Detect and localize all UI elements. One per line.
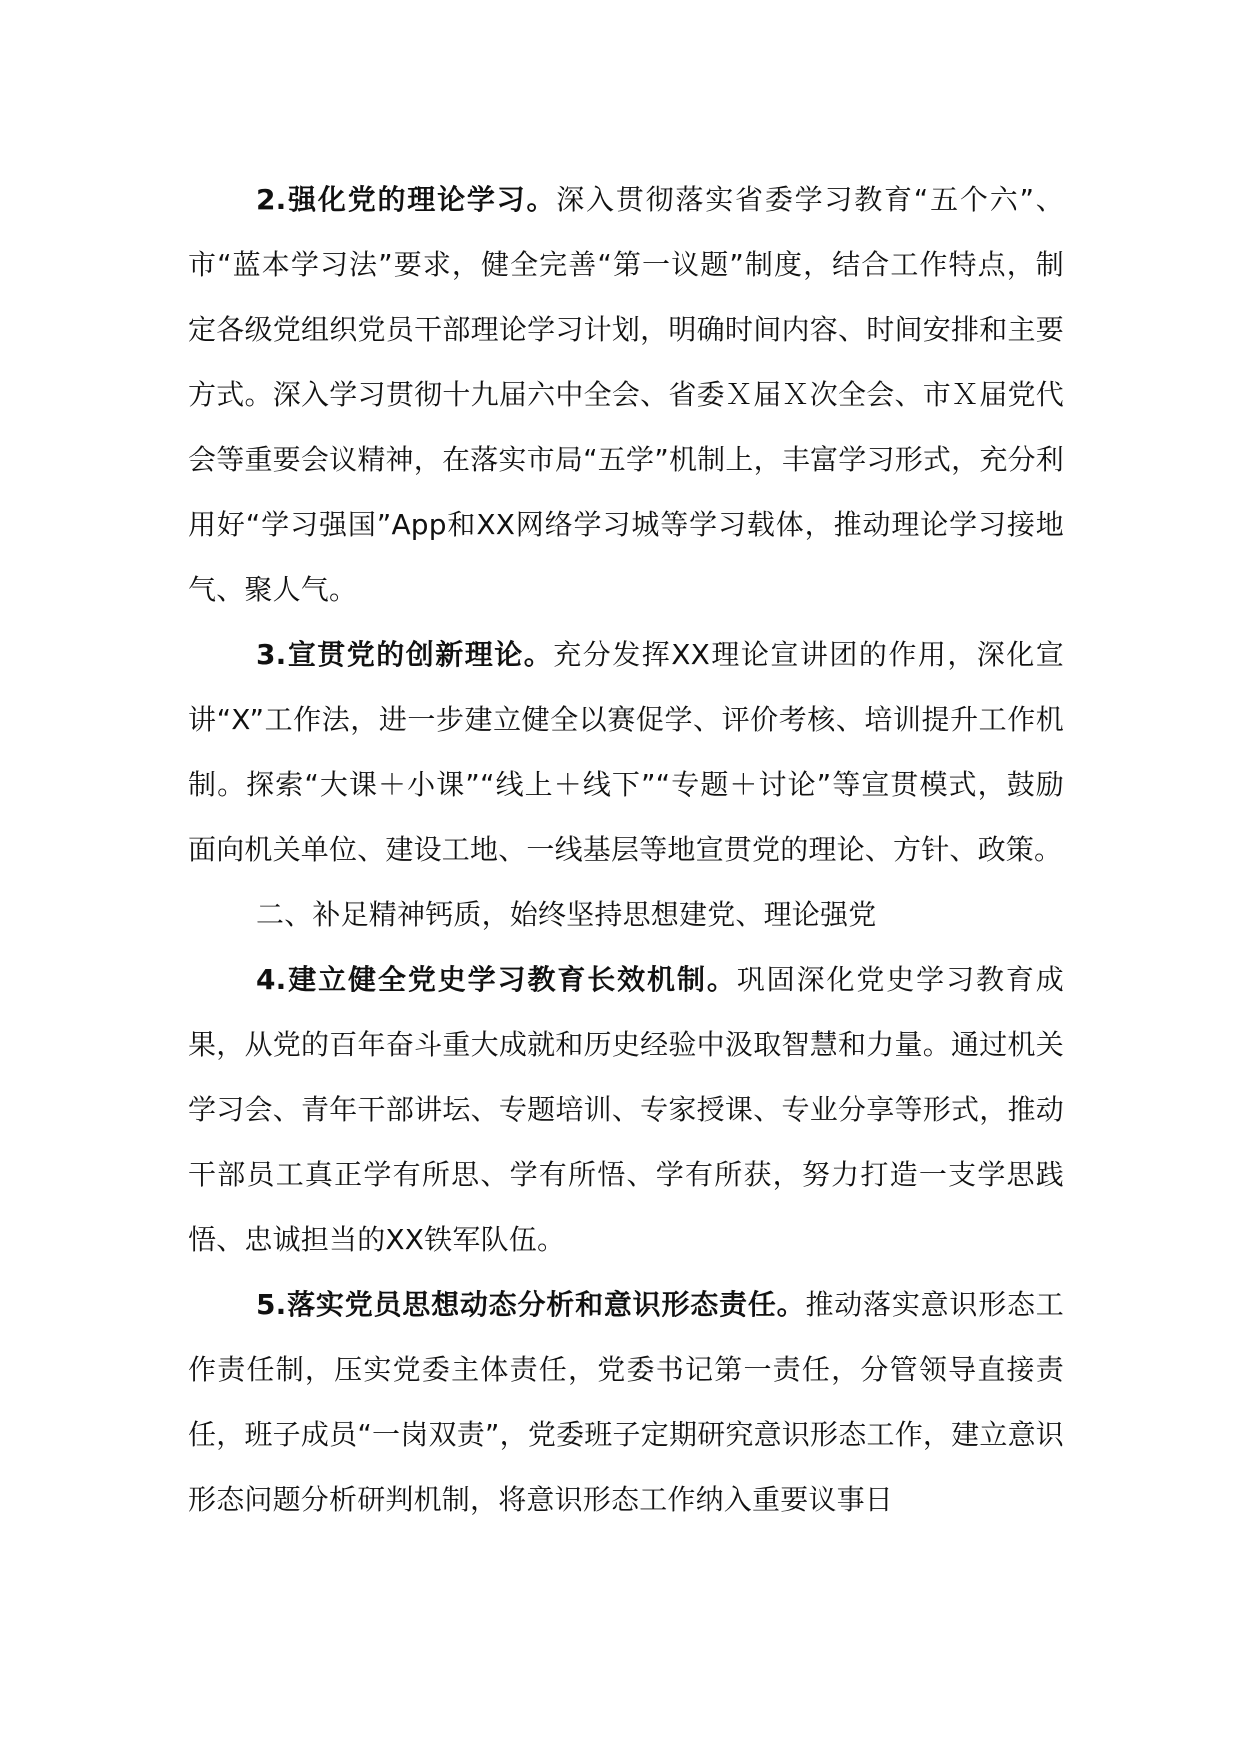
section-heading	[188, 882, 1064, 947]
paragraph-party-history	[188, 947, 1064, 1272]
paragraph-text: 深入贯彻落实省委学习教育“五个六”、市“蓝本学习法”要求，健全完善“第一议题”制度，结合工作特点，制定各级党组织党员干部理论学习计划，明确时间内容、时间安排和主要方式。深入学习贯彻十九届六中全会、省委Ｘ届Ｘ次全会、市Ｘ届党代会等重要会议精神，在落实市局“五学”机制上，丰富学习形式，充分利用好“学习强国”App和XX网络学习城等学习载体，推动理论学习接地气、聚人气。	[188, 183, 1064, 606]
paragraph-heading: 4.建立健全党史学习教育长效机制。	[256, 963, 737, 996]
paragraph-text: 推动落实意识形态工作责任制，压实党委主体责任，党委书记第一责任，分管领导直接责任，班子成员“一岗双责”，党委班子定期研究意识形态工作，建立意识形态问题分析研判机制，将意识形态工作纳入重要议事日	[188, 1288, 1064, 1516]
paragraph-heading: 5.落实党员思想动态分析和意识形态责任。	[256, 1288, 806, 1321]
paragraph-heading: 2.强化党的理论学习。	[256, 183, 557, 216]
section-heading-text: 二、补足精神钙质，始终坚持思想建党、理论强党	[256, 898, 877, 931]
paragraph-innovation-theory	[188, 622, 1064, 882]
paragraph-text: 巩固深化党史学习教育成果，从党的百年奋斗重大成就和历史经验中汲取智慧和力量。通过机关学习会、青年干部讲坛、专题培训、专家授课、专业分享等形式，推动干部员工真正学有所思、学有所悟、学有所获，努力打造一支学思践悟、忠诚担当的XX铁军队伍。	[188, 963, 1064, 1256]
paragraph-theory-study	[188, 167, 1064, 622]
paragraph-ideology-responsibility	[188, 1272, 1064, 1532]
document-body	[188, 167, 1064, 1532]
paragraph-text: 充分发挥XX理论宣讲团的作用，深化宣讲“X”工作法，进一步建立健全以赛促学、评价考核、培训提升工作机制。探索“大课＋小课”“线上＋线下”“专题＋讨论”等宣贯模式，鼓励面向机关单位、建设工地、一线基层等地宣贯党的理论、方针、政策。	[188, 638, 1065, 866]
paragraph-heading: 3.宣贯党的创新理论。	[256, 638, 554, 671]
